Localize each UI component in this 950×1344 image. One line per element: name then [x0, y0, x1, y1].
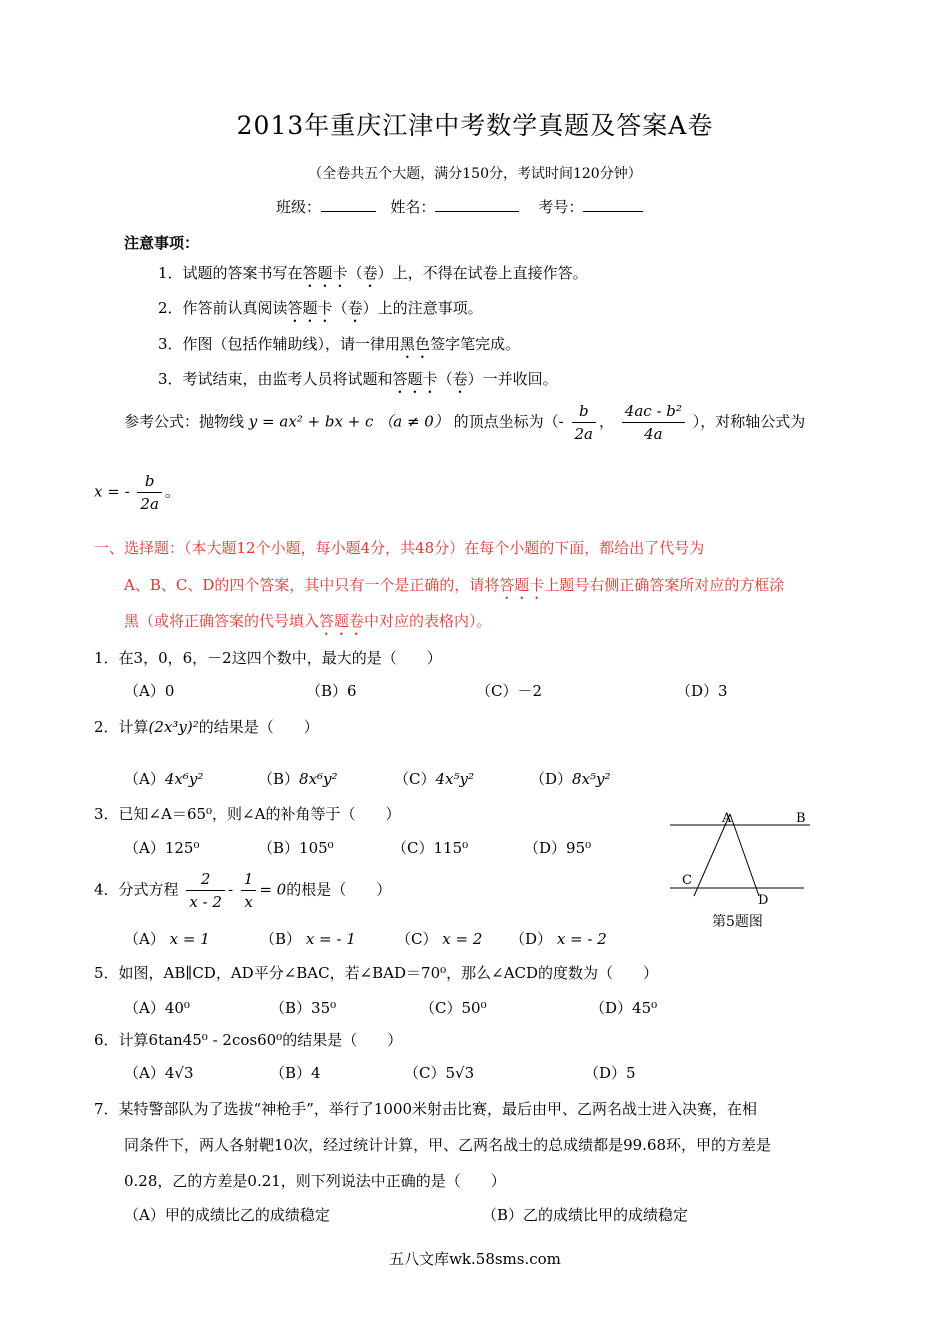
q2-option-c[interactable] [394, 768, 474, 789]
q7-stem-line3: 0.28，乙的方差是0.21，则下列说法中正确的是（ ） [124, 1172, 506, 1190]
axis-lhs: x = - [94, 482, 130, 501]
footer-watermark: 五八文库wk.58sms.com [389, 1250, 561, 1268]
class-blank[interactable] [321, 197, 376, 212]
student-fields [276, 196, 643, 217]
vertex-y-den: 4a [644, 425, 663, 443]
note-3-tail: 签字笔完成。 [430, 335, 521, 353]
q1-stem: 1．在3，0，6，－2这四个数中，最大的是（ ） [94, 649, 442, 667]
section1-line3 [124, 610, 492, 639]
q7-option-b[interactable]: （B）乙的成绩比甲的成绩稳定 [482, 1206, 689, 1224]
vertex-y-fraction [622, 400, 685, 445]
axis-fraction [137, 470, 162, 515]
notes-heading: 注意事项： [124, 234, 200, 252]
id-label: 考号： [538, 198, 584, 216]
label-a: A [722, 811, 732, 826]
section1-line2 [124, 574, 784, 603]
q4-a-expr: x = 1 [169, 930, 210, 948]
q2-option-d[interactable] [530, 768, 611, 789]
q2-d-label: （D） [530, 770, 573, 788]
section1-l2-text: A、B、C、D的四个答案，其中只有一个是正确的，请将 [124, 576, 500, 594]
q4-f2-num: 1 [241, 868, 257, 891]
q4-d-expr: x = - 2 [556, 930, 607, 948]
section1-l2-emph: 答题卡 [499, 576, 545, 594]
q3-option-c[interactable]: （C）115⁰ [392, 839, 469, 857]
q4-fraction-1 [186, 868, 225, 913]
q6-d-label: （D） [584, 1064, 627, 1082]
q4-c-label: （C） [396, 930, 438, 948]
q4-minus: - [227, 880, 234, 899]
q6-c-expr: 5√3 [445, 1064, 475, 1082]
id-blank[interactable] [583, 197, 643, 212]
name-label: 姓名： [390, 198, 436, 216]
q2-option-a[interactable] [124, 768, 203, 789]
q4-option-c[interactable] [396, 928, 482, 949]
q2-b-label: （B） [258, 770, 300, 788]
q6-option-b[interactable] [270, 1062, 321, 1083]
section1-l2-tail: 上题号右侧正确答案所对应的方框涂 [544, 576, 785, 594]
label-c: C [682, 873, 692, 888]
page-title: 2013年重庆江津中考数学真题及答案A卷 [236, 111, 714, 140]
formula-line [124, 400, 805, 445]
q6-option-d[interactable] [584, 1062, 636, 1083]
q5-option-a[interactable]: （A）40⁰ [124, 999, 190, 1017]
q4-b-expr: x = - 1 [305, 930, 356, 948]
q6-a-expr: 4√3 [164, 1064, 194, 1082]
q6-stem [94, 1029, 402, 1050]
q3-stem: 3．已知∠A＝65⁰，则∠A的补角等于（ ） [94, 805, 401, 823]
q2-d-expr: 8x⁵y² [572, 770, 611, 788]
note-4 [158, 368, 558, 397]
vertex-x-fraction [572, 400, 597, 445]
note-1-tail: 上，不得在试卷上直接作答。 [392, 264, 588, 282]
q4-option-d[interactable] [510, 928, 607, 949]
q2-a-expr: 4x⁶y² [164, 770, 204, 788]
q6-option-c[interactable] [404, 1062, 474, 1083]
exam-subtitle: （全卷共五个大题，满分150分，考试时间120分钟） [308, 166, 642, 182]
note-3-emph: 黑色 [400, 335, 431, 353]
label-d: D [758, 893, 769, 908]
q5-option-b[interactable]: （B）35⁰ [270, 999, 337, 1017]
q6-b-label: （B） [270, 1064, 312, 1082]
q4-stem-text: 4．分式方程 [94, 880, 179, 899]
q4-f1-num: 2 [186, 868, 225, 891]
section1-l3-tail: 中对应的表格内）。 [364, 612, 492, 630]
name-blank[interactable] [435, 197, 519, 212]
label-b: B [796, 811, 806, 826]
q4-f1-den: x - 2 [189, 893, 222, 911]
q1-option-b[interactable]: （B）6 [306, 682, 357, 700]
q4-stem-tail: 的根是（ ） [286, 880, 392, 899]
q5-figure [664, 806, 824, 936]
q7-stem-line2: 同条件下，两人各射靶10次，经过统计计算，甲、乙两名战士的总成绩都是99.68环，甲的方差是 [124, 1136, 772, 1154]
note-2-emph2: （卷） [332, 299, 378, 317]
q2-option-b[interactable] [258, 768, 338, 789]
q5-option-d[interactable]: （D）45⁰ [590, 999, 658, 1017]
q4-d-label: （D） [510, 930, 553, 948]
q5-stem: 5．如图，AB∥CD，AD平分∠BAC，若∠BAD＝70⁰，那么∠ACD的度数为（ ） [94, 964, 659, 982]
vertex-y-num: 4ac - b² [622, 400, 685, 423]
axis-text: ），对称轴公式为 [692, 412, 806, 431]
figure-caption: 第5题图 [712, 914, 763, 930]
q2-stem [94, 716, 319, 737]
section1-line1: 一、选择题：（本大题12个小题，每小题4分，共48分）在每个小题的下面，都给出了代号为 [94, 539, 705, 557]
note-4-emph: 答题卡 [392, 370, 438, 388]
note-4-text: 3．考试结束，由监考人员将试题和 [158, 370, 393, 388]
section1-l3-emph: 答题卷 [319, 612, 365, 630]
q6-stem-tail: 的结果是（ ） [282, 1031, 403, 1049]
vertex-x-num: b [572, 400, 597, 423]
q6-a-label: （A） [124, 1064, 165, 1082]
parabola-condition: （a ≠ 0） [378, 412, 449, 431]
q6-d-expr: 5 [626, 1064, 636, 1082]
q1-option-a[interactable]: （A）0 [124, 682, 175, 700]
q4-fraction-2 [241, 868, 257, 913]
axis-formula [94, 470, 180, 515]
q2-expression: (2x³y)² [148, 718, 199, 736]
note-2-text: 2．作答前认真阅读 [158, 299, 288, 317]
axis-den: 2a [140, 495, 159, 513]
line-ad [730, 814, 759, 896]
line-ac [694, 814, 730, 896]
q4-a-label: （A） [124, 930, 165, 948]
note-1-emph: 答题卡 [302, 264, 348, 282]
q7-stem-line1: 7．某特警部队为了选拔“神枪手”，举行了1000米射击比赛，最后由甲、乙两名战士进入决赛，在相 [94, 1100, 758, 1118]
q6-c-label: （C） [404, 1064, 446, 1082]
q4-b-label: （B） [260, 930, 302, 948]
axis-end: 。 [164, 482, 180, 501]
note-4-emph2: （卷） [437, 370, 483, 388]
q5-option-c[interactable]: （C）50⁰ [420, 999, 487, 1017]
class-label: 班级： [276, 198, 322, 216]
note-1-emph2: （卷） [347, 264, 393, 282]
section1-l3-text: 黑（或将正确答案的代号填入 [124, 612, 320, 630]
q3-option-b[interactable]: （B）105⁰ [258, 839, 334, 857]
vertex-comma: ， [599, 412, 615, 431]
axis-num: b [137, 470, 162, 493]
q3-option-d[interactable]: （D）95⁰ [524, 839, 592, 857]
note-1 [158, 262, 588, 291]
q1-option-d[interactable]: （D）3 [676, 682, 728, 700]
q6-stem-text: 6．计算 [94, 1031, 149, 1049]
vertex-neg: - [558, 412, 564, 431]
note-1-text: 1．试题的答案书写在 [158, 264, 303, 282]
q6-option-a[interactable] [124, 1062, 194, 1083]
q1-option-c[interactable]: （C）－2 [476, 682, 543, 700]
parabola-expr: y = ax² + bx + c [248, 412, 374, 431]
q2-b-expr: 8x⁶y² [299, 770, 338, 788]
note-3-text: 3．作图（包括作辅助线），请一律用 [158, 335, 401, 353]
q7-option-a[interactable]: （A）甲的成绩比乙的成绩稳定 [124, 1206, 330, 1224]
q4-f2-den: x [244, 893, 253, 911]
q4-equals: = 0 [259, 880, 287, 899]
q4-stem [94, 868, 391, 913]
formula-intro: 参考公式：抛物线 [124, 412, 245, 431]
note-2-tail: 上的注意事项。 [377, 299, 483, 317]
q4-option-b[interactable] [260, 928, 356, 949]
q2-c-expr: 4x⁵y² [435, 770, 474, 788]
note-2 [158, 297, 483, 326]
q2-stem-tail: 的结果是（ ） [198, 718, 319, 736]
vertex-text: 的顶点坐标为（ [453, 412, 559, 431]
note-4-tail: 一并收回。 [482, 370, 558, 388]
q2-c-label: （C） [394, 770, 436, 788]
vertex-x-den: 2a [574, 425, 593, 443]
q4-option-a[interactable] [124, 928, 210, 949]
q3-option-a[interactable]: （A）125⁰ [124, 839, 200, 857]
q6-b-expr: 4 [311, 1064, 321, 1082]
q2-a-label: （A） [124, 770, 165, 788]
q2-stem-text: 2．计算 [94, 718, 149, 736]
note-3 [158, 333, 520, 362]
note-2-emph: 答题卡 [287, 299, 333, 317]
q6-expression: 6tan45⁰ - 2cos60⁰ [148, 1031, 283, 1049]
q4-c-expr: x = 2 [442, 930, 483, 948]
